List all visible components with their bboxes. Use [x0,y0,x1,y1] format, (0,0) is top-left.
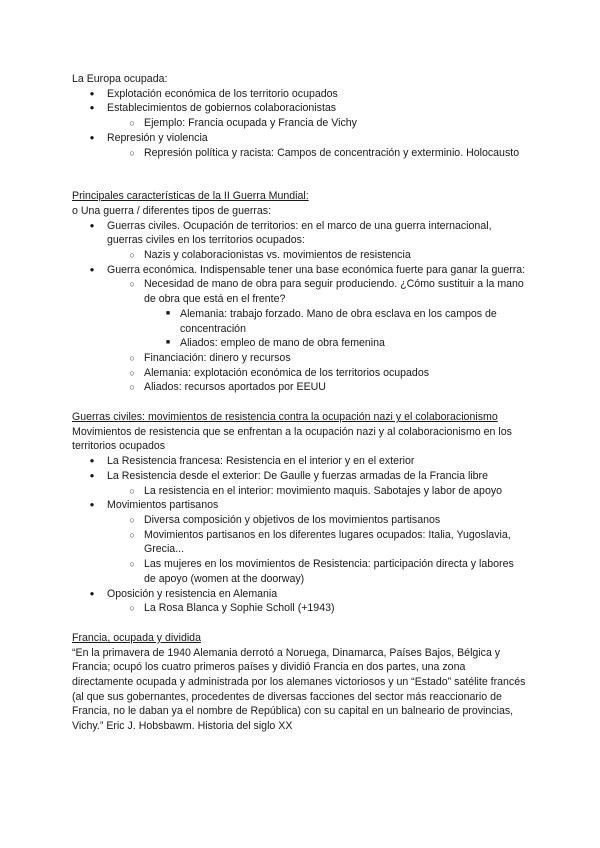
section-title-europa-ocupada: La Europa ocupada: [72,73,168,85]
bullet-square-icon: ■ [165,309,171,317]
list-item-text: Guerras civiles. Ocupación de territorios: en el marco de una guerra internacional, guerras civiles en los territorios ocupados: [107,219,492,247]
list-item-text: Nazis y colaboracionistas vs. movimientos de resistencia [144,249,411,262]
list-item-text: Explotación económica de los territorio ocupados [107,87,338,100]
document-page [72,72,528,734]
list-item [72,528,528,557]
list-item [72,277,528,306]
list-item [72,116,528,131]
list-item [72,87,528,102]
list-item-text: Aliados: empleo de mano de obra femenina [180,337,385,350]
bullet-circle-icon: ○ [129,485,135,496]
bullet-dot-icon: ● [89,132,95,142]
list-item [72,454,528,469]
bullet-circle-icon: ○ [129,603,135,614]
spacer [72,160,528,189]
list-item [72,351,528,366]
bullet-circle-icon: ○ [129,147,135,158]
bullet-dot-icon: ● [89,588,95,598]
list-item-text: Financiación: dinero y recursos [144,351,291,364]
list-item [72,146,528,161]
list-item [72,307,528,336]
section-intro: Movimientos de resistencia que se enfrentan a la ocupación nazi y al colaboracionismo en los territorios ocupados [72,425,512,453]
list-item-text: Represión y violencia [107,131,208,144]
bullet-dot-icon: ● [89,264,95,274]
bullet-dot-icon: ● [89,456,95,466]
list-item [72,513,528,528]
bullet-circle-icon: ○ [129,559,135,570]
list-item-text: La Resistencia francesa: Resistencia en el interior y en el exterior [107,455,415,468]
list-item [72,557,528,586]
list-item-text: Oposición y resistencia en Alemania [107,587,278,600]
bullet-circle-icon: ○ [129,118,135,129]
spacer [72,395,528,410]
bullet-circle-icon: ○ [129,529,135,540]
list-item-text: Establecimientos de gobiernos colaboracionistas [107,102,337,115]
list-item [72,263,528,278]
list-item-text: Movimientos partisanos en los diferentes lugares ocupados: Italia, Yugoslavia, Grecia... [144,528,511,556]
list-item-text: Necesidad de mano de obra para seguir produciendo. ¿Cómo sustituir a la mano de obra que está en el frente? [144,278,524,306]
list-item [72,601,528,616]
europa-ocupada-list [72,87,528,161]
list-item [72,248,528,263]
list-item [72,498,528,513]
list-item [72,469,528,484]
list-item-text: Diversa composición y objetivos de los movimientos partisanos [144,513,441,526]
section-intro: o Una guerra / diferentes tipos de guerras: [72,204,272,217]
section-title-guerras-civiles: Guerras civiles: movimientos de resistencia contra la ocupación nazi y el colaboracionismo [72,411,498,424]
list-item-text: Represión política y racista: Campos de concentración y exterminio. Holocausto [144,146,520,159]
resistencia-list [72,454,528,616]
list-item [72,131,528,146]
bullet-circle-icon: ○ [129,514,135,525]
hobsbawm-quote: “En la primavera de 1940 Alemania derrotó a Noruega, Dinamarca, Países Bajos, Bélgica y Francia; ocupó los cuatro primeros países y dividió Francia en dos partes, una zona directamente ocupada y administrada por los alemanes victoriosos y un “Estado” satélite francés (al que sus gobernantes, procedentes de diversas facciones del sector más reaccionario de Francia, no le daban ya el nombre de República) con su capital en un balneario de provincias, Vichy.” Eric J. Hobsbawm. Historia del siglo XX [72,646,526,733]
list-item-text: La Resistencia desde el exterior: De Gaulle y fuerzas armadas de la Francia libre [107,469,488,482]
list-item [72,219,528,248]
list-item [72,336,528,351]
list-item-text: Movimientos partisanos [107,499,219,512]
section-title-caracteristicas: Principales características de la II Guerra Mundial: [72,190,309,203]
bullet-circle-icon: ○ [129,352,135,363]
list-item-text: Las mujeres en los movimientos de Resistencia: participación directa y labores de apoyo (women at the doorway) [144,558,514,585]
bullet-dot-icon: ● [89,103,95,113]
bullet-dot-icon: ● [89,470,95,480]
bullet-dot-icon: ● [89,220,95,230]
list-item [72,380,528,395]
list-item-text: Alemania: trabajo forzado. Mano de obra esclava en los campos de concentración [180,307,497,335]
bullet-circle-icon: ○ [129,367,135,378]
list-item-text: Alemania: explotación económica de los territorios ocupados [144,366,430,379]
list-item [72,484,528,499]
list-item [72,101,528,116]
bullet-dot-icon: ● [89,88,95,98]
list-item-text: Guerra económica. Indispensable tener una base económica fuerte para ganar la guerra: [107,263,526,276]
list-item [72,587,528,602]
list-item-text: Ejemplo: Francia ocupada y Francia de Vichy [144,117,357,130]
caracteristicas-list [72,219,528,395]
list-item-text: La resistencia en el interior: movimiento maquis. Sabotajes y labor de apoyo [144,484,503,497]
bullet-dot-icon: ● [89,500,95,510]
section-title-francia: Francia, ocupada y dividida [72,631,201,644]
bullet-circle-icon: ○ [129,250,135,261]
spacer [72,616,528,631]
list-item [72,366,528,381]
bullet-circle-icon: ○ [129,382,135,393]
list-item-text: La Rosa Blanca y Sophie Scholl (+1943) [144,602,335,615]
bullet-circle-icon: ○ [129,279,135,290]
list-item-text: Aliados: recursos aportados por EEUU [144,381,326,394]
bullet-square-icon: ■ [165,339,171,347]
